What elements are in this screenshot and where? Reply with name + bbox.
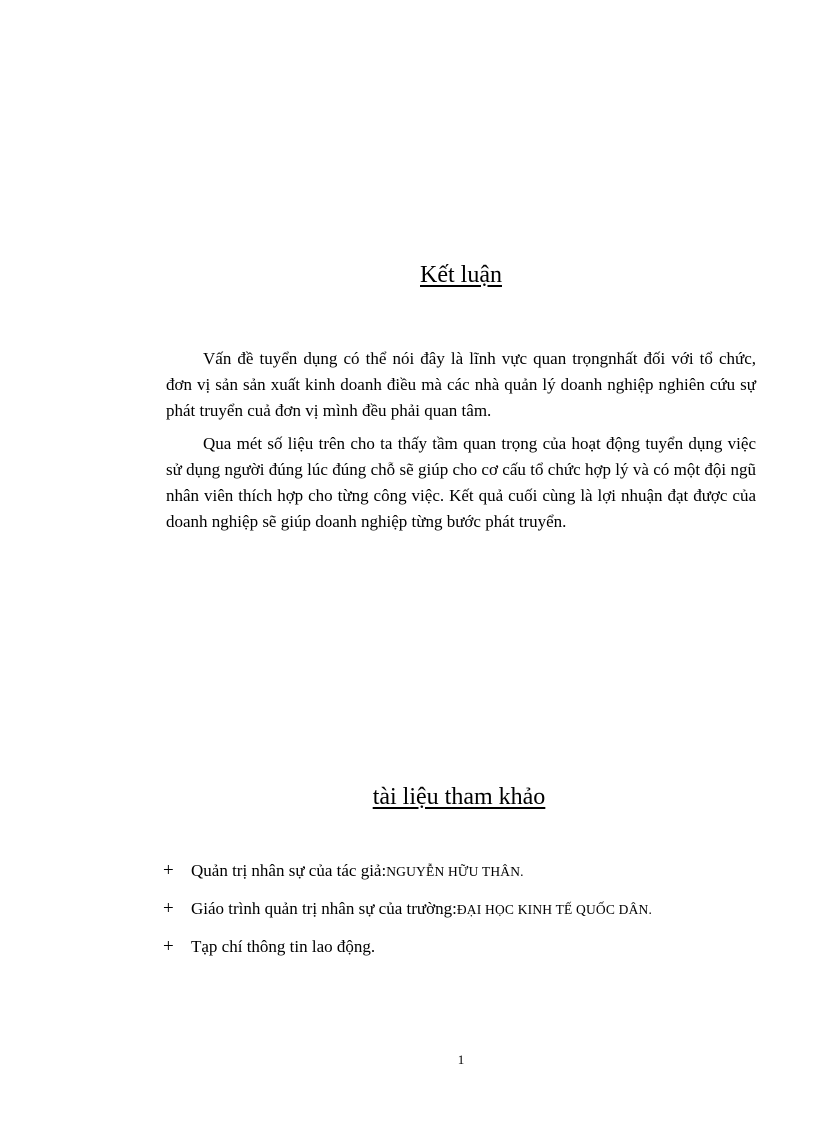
references-list	[163, 860, 763, 974]
reference-institution: ĐẠI HỌC KINH TẾ QUỐC DÂN.	[456, 902, 653, 917]
reference-text: Quản trị nhân sự của tác giả:	[191, 861, 387, 880]
paragraph-text: Vấn đề tuyển dụng có thể nói đây là lĩnh vực quan trọngnhất đối với tổ chức, đơn vị sản sản xuất kinh doanh điều mà các nhà quản lý doanh nghiệp nghiên cứu sự phát truyển cuả đơn vị mình đều phải quan tâm.	[166, 349, 756, 420]
plus-bullet-icon: +	[163, 860, 174, 881]
references-heading: tài liệu tham khảo	[372, 784, 546, 810]
reference-item	[163, 898, 763, 936]
page-number: 1	[457, 1052, 465, 1067]
reference-item	[163, 936, 763, 974]
paragraph-text: Qua mét số liệu trên cho ta thấy tầm quan trọng của hoạt động tuyển dụng việc sử dụng người đúng lúc đúng chỗ sẽ giúp cho cơ cấu tổ chức hợp lý và có một đội ngũ nhân viên thích hợp cho từng công việc. Kết quả cuối cùng là lợi nhuận đạt được của doanh nghiệp sẽ giúp doanh nghiệp từng bước phát truyển.	[166, 434, 756, 531]
reference-author: NGUYỄN HỮU THÂN.	[386, 864, 524, 879]
plus-bullet-icon: +	[163, 898, 174, 919]
plus-bullet-icon: +	[163, 936, 174, 957]
conclusion-paragraph-2	[166, 431, 756, 535]
conclusion-heading: Kết luận	[420, 262, 502, 288]
reference-text: Giáo trình quản trị nhân sự của trường:	[191, 899, 457, 918]
conclusion-paragraph-1	[166, 346, 756, 424]
reference-item	[163, 860, 763, 898]
reference-text: Tạp chí thông tin lao động.	[191, 937, 376, 956]
